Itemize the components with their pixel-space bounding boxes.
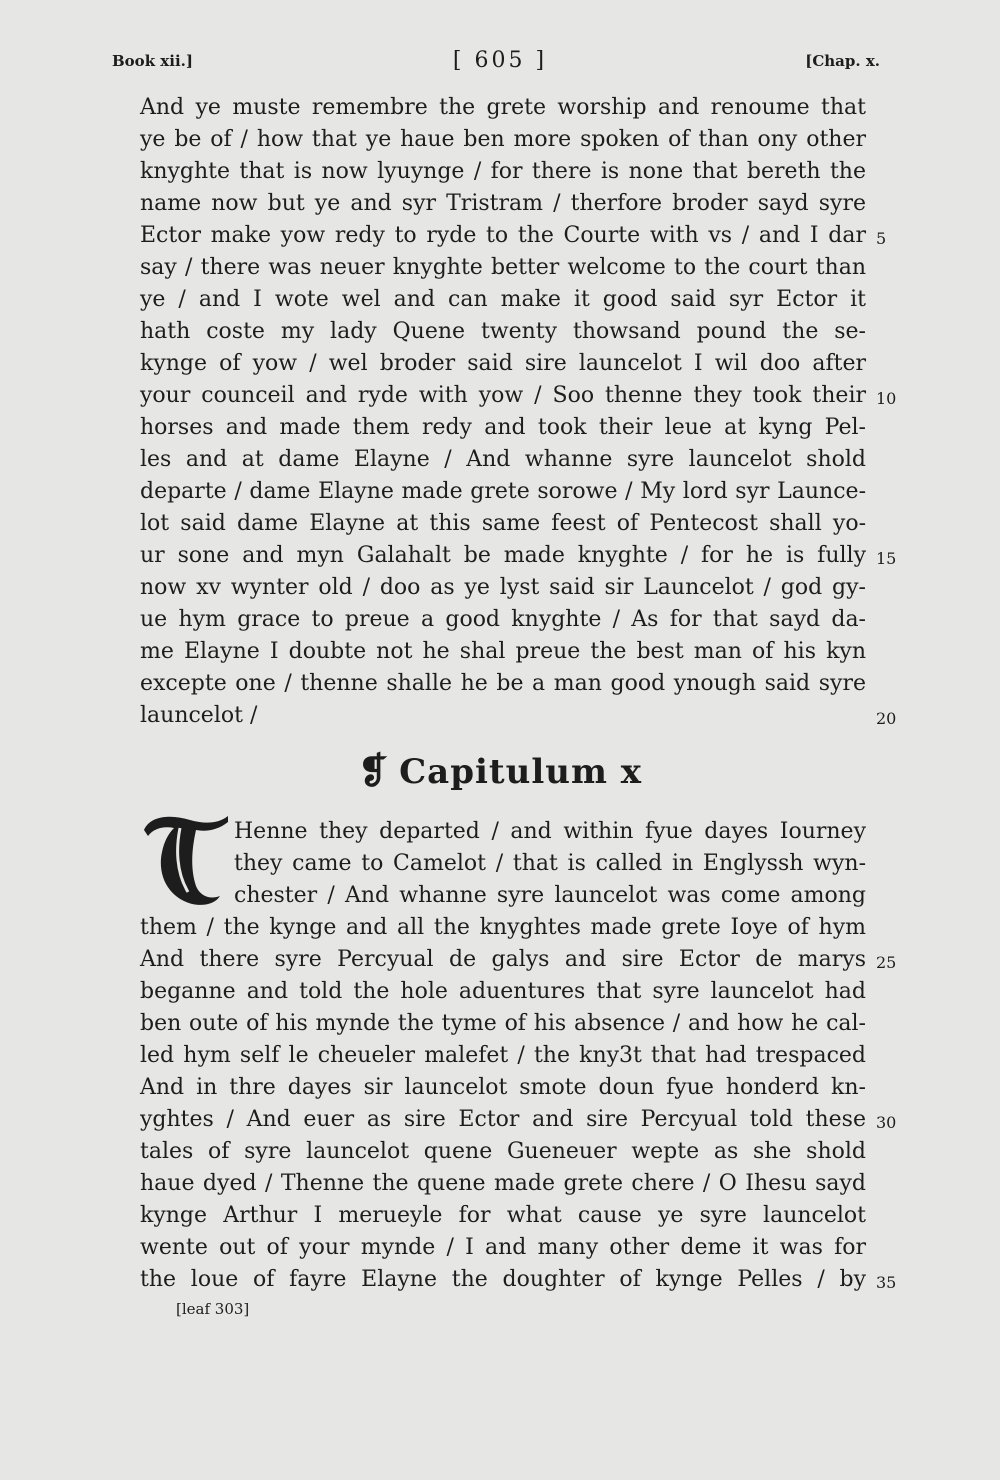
text-line: led hym self le cheueler malefet / the kny3t that had trespaced <box>140 1043 866 1068</box>
line-number: 20 <box>876 709 897 728</box>
text-line: chester / And whanne syre launcelot was come among <box>234 883 866 908</box>
text-line: ye be of / how that ye haue ben more spoken of than ony other <box>140 127 866 152</box>
text-line: beganne and told the hole aduentures that syre launcelot had <box>140 979 866 1004</box>
text-line: me Elayne I doubte not he shal preue the best man of his kyn <box>140 639 866 664</box>
line-number: 15 <box>876 549 897 568</box>
text-line: departe / dame Elayne made grete sorowe / My lord syr Launce- <box>140 479 866 504</box>
drop-cap-t-icon <box>140 808 232 908</box>
text-line: tales of syre launcelot quene Gueneuer wepte as she shold <box>140 1139 866 1164</box>
text-line: now xv wynter old / doo as ye lyst said sir Launcelot / god gy- <box>140 575 866 600</box>
chapter-title: Capitulum x <box>399 752 643 792</box>
text-line: lot said dame Elayne at this same feest of Pentecost shall yo- <box>140 511 866 536</box>
text-line: les and at dame Elayne / And whanne syre launcelot shold <box>140 447 866 472</box>
line-number: 25 <box>876 953 897 972</box>
text-line: And ye muste remembre the grete worship and renoume that <box>140 95 866 120</box>
line-number: 5 <box>876 229 887 248</box>
text-line: excepte one / thenne shalle he be a man good ynough said syre <box>140 671 866 696</box>
line-number: 30 <box>876 1113 897 1132</box>
text-line: Henne they departed / and within fyue dayes Iourney <box>234 819 866 844</box>
page-number: [ 605 ] <box>452 48 548 73</box>
text-line: haue dyed / Thenne the quene made grete chere / O Ihesu sayd <box>140 1171 866 1196</box>
text-line: And there syre Percyual de galys and sire Ector de marys <box>140 947 866 972</box>
line-number: 35 <box>876 1273 897 1292</box>
text-line: knyghte that is now lyuynge / for there is none that bereth the <box>140 159 866 184</box>
text-line: yghtes / And euer as sire Ector and sire Percyual told these <box>140 1107 866 1132</box>
leaf-marker: [leaf 303] <box>176 1300 250 1318</box>
line-number: 10 <box>876 389 897 408</box>
text-line: And in thre dayes sir launcelot smote doun fyue honderd kn- <box>140 1075 866 1100</box>
text-line: the loue of fayre Elayne the doughter of kynge Pelles / by <box>140 1267 866 1292</box>
text-line: say / there was neuer knyghte better welcome to the court than <box>140 255 866 280</box>
text-line: wente out of your mynde / I and many other deme it was for <box>140 1235 866 1260</box>
running-head-book: Book xii.] <box>112 52 193 70</box>
text-line: ue hym grace to preue a good knyghte / As for that sayd da- <box>140 607 866 632</box>
text-line: them / the kynge and all the knyghtes made grete Ioye of hym <box>140 915 866 940</box>
text-line: horses and made them redy and took their leue at kyng Pel- <box>140 415 866 440</box>
text-line: hath coste my lady Quene twenty thowsand pound the se- <box>140 319 866 344</box>
pilcrow-icon: ❡ <box>357 750 390 792</box>
text-line: kynge Arthur I merueyle for what cause ye syre launcelot <box>140 1203 866 1228</box>
text-line: kynge of yow / wel broder said sire launcelot I wil doo after <box>140 351 866 376</box>
text-line: your counceil and ryde with yow / Soo thenne they took their <box>140 383 866 408</box>
text-line: Ector make yow redy to ryde to the Courte with vs / and I dar <box>140 223 866 248</box>
text-line: launcelot / <box>140 703 258 728</box>
text-line: ben oute of his mynde the tyme of his absence / and how he cal- <box>140 1011 866 1036</box>
chapter-heading <box>0 750 1000 792</box>
text-line: name now but ye and syr Tristram / therfore broder sayd syre <box>140 191 866 216</box>
text-line: ur sone and myn Galahalt be made knyghte / for he is fully <box>140 543 866 568</box>
text-line: they came to Camelot / that is called in Englyssh wyn- <box>234 851 866 876</box>
text-line: ye / and I wote wel and can make it good said syr Ector it <box>140 287 866 312</box>
running-head-chapter: [Chap. x. <box>805 52 880 70</box>
